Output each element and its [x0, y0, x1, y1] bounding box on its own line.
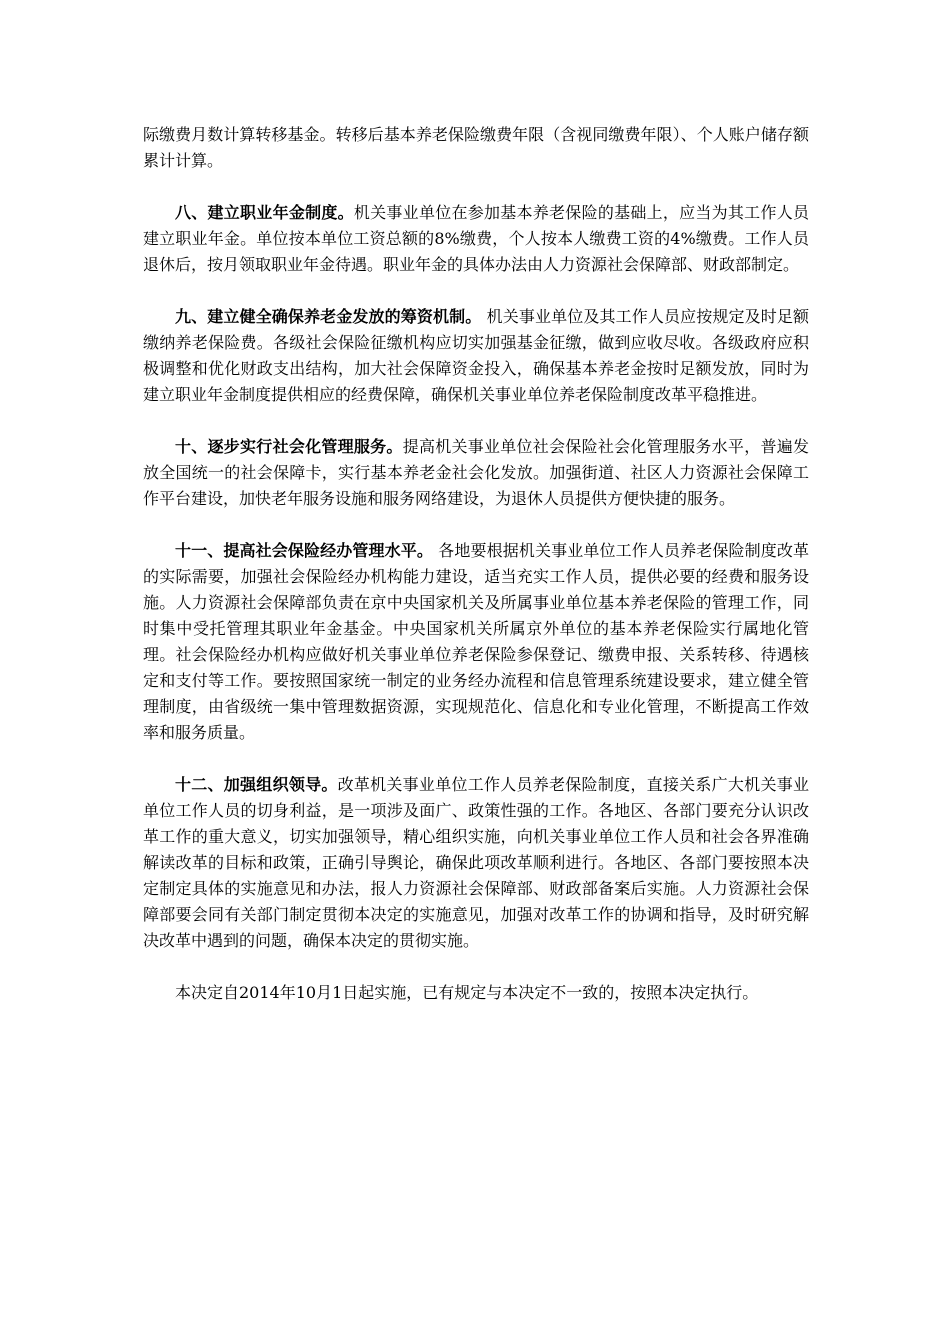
- section-8-heading: 八、建立职业年金制度。: [175, 203, 354, 222]
- document-page: [143, 122, 809, 1032]
- paragraph-continuation: [143, 122, 809, 174]
- section-11-paragraph: [143, 538, 809, 746]
- section-10-text: 提高机关事业单位社会保险社会化管理服务水平，普遍发放全国统一的社会保障卡，实行基本养老金社会化发放。加强街道、社区人力资源社会保障工作平台建设，加快老年服务设施和服务网络建设，为退休人员提供方便快捷的服务。: [143, 437, 809, 508]
- section-12-paragraph: [143, 772, 809, 954]
- section-8-paragraph: [143, 200, 809, 278]
- section-10-paragraph: [143, 434, 809, 512]
- section-10-heading: 十、逐步实行社会化管理服务。: [175, 437, 403, 456]
- paragraph-text: 际缴费月数计算转移基金。转移后基本养老保险缴费年限（含视同缴费年限）、个人账户储存额累计计算。: [143, 125, 809, 170]
- section-9-text: 机关事业单位及其工作人员应按规定及时足额缴纳养老保险费。各级社会保险征缴机构应切实加强基金征缴，做到应收尽收。各级政府应积极调整和优化财政支出结构，加大社会保障资金投入，确保基本养老金按时足额发放，同时为建立职业年金制度提供相应的经费保障，确保机关事业单位养老保险制度改革平稳推进。: [143, 307, 809, 404]
- section-11-text: 各地要根据机关事业单位工作人员养老保险制度改革的实际需要，加强社会保险经办机构能力建设，适当充实工作人员，提供必要的经费和服务设施。人力资源社会保障部负责在京中央国家机关及所属事业单位基本养老保险的管理工作，同时集中受托管理其职业年金基金。中央国家机关所属京外单位的基本养老保险实行属地化管理。社会保险经办机构应做好机关事业单位养老保险参保登记、缴费申报、关系转移、待遇核定和支付等工作。要按照国家统一制定的业务经办流程和信息管理系统建设要求，建立健全管理制度，由省级统一集中管理数据资源，实现规范化、信息化和专业化管理，不断提高工作效率和服务质量。: [143, 541, 809, 742]
- section-12-heading: 十二、加强组织领导。: [175, 775, 338, 794]
- effective-date-text: 本决定自2014年10月1日起实施，已有规定与本决定不一致的，按照本决定执行。: [175, 983, 759, 1002]
- section-11-heading: 十一、提高社会保险经办管理水平。: [175, 541, 434, 560]
- effective-date-paragraph: [143, 980, 809, 1006]
- section-9-paragraph: [143, 304, 809, 408]
- section-9-heading: 九、建立健全确保养老金发放的筹资机制。: [175, 307, 482, 326]
- section-12-text: 改革机关事业单位工作人员养老保险制度，直接关系广大机关事业单位工作人员的切身利益，是一项涉及面广、政策性强的工作。各地区、各部门要充分认识改革工作的重大意义，切实加强领导，精心组织实施，向机关事业单位工作人员和社会各界准确解读改革的目标和政策，正确引导舆论，确保此项改革顺利进行。各地区、各部门要按照本决定制定具体的实施意见和办法，报人力资源社会保障部、财政部备案后实施。人力资源社会保障部要会同有关部门制定贯彻本决定的实施意见，加强对改革工作的协调和指导，及时研究解决改革中遇到的问题，确保本决定的贯彻实施。: [143, 775, 809, 950]
- section-8-text: 机关事业单位在参加基本养老保险的基础上，应当为其工作人员建立职业年金。单位按本单位工资总额的8%缴费，个人按本人缴费工资的4%缴费。工作人员退休后，按月领取职业年金待遇。职业年金的具体办法由人力资源社会保障部、财政部制定。: [143, 203, 809, 274]
